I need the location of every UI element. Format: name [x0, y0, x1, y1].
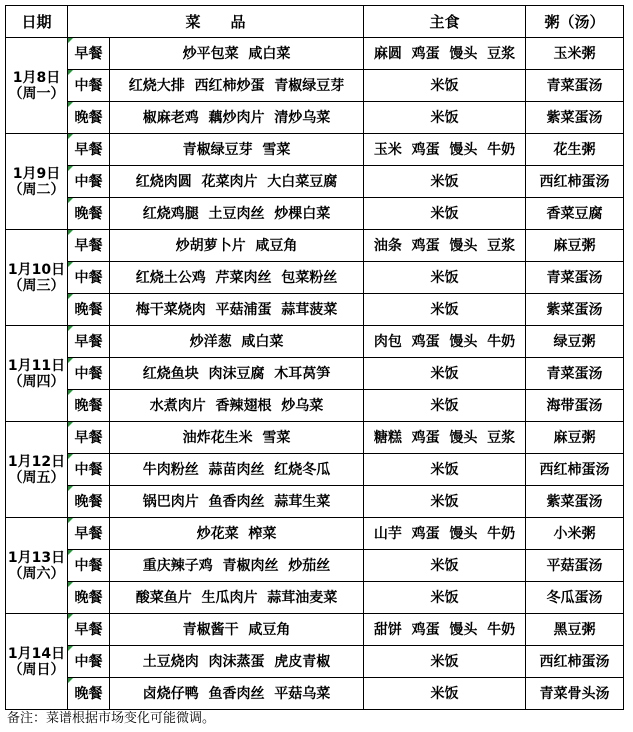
table-row	[6, 646, 624, 678]
meal-staple: 米饭	[364, 294, 526, 326]
meal-staple: 米饭	[364, 70, 526, 102]
meal-dishes: 锅巴肉片 鱼香肉丝 蒜茸生菜	[110, 486, 364, 518]
meal-name: 中餐	[68, 454, 110, 486]
meal-staple: 糖糕 鸡蛋 馒头 豆浆	[364, 422, 526, 454]
table-row	[6, 678, 624, 710]
meal-dishes: 酸菜鱼片 生瓜肉片 蒜茸油麦菜	[110, 582, 364, 614]
meal-dishes: 炒胡萝卜片 咸豆角	[110, 230, 364, 262]
meal-name: 早餐	[68, 614, 110, 646]
table-row	[6, 230, 624, 262]
header-porridge: 粥（汤）	[526, 6, 624, 38]
table-row	[6, 358, 624, 390]
meal-staple: 玉米 鸡蛋 馒头 牛奶	[364, 134, 526, 166]
meal-staple: 米饭	[364, 582, 526, 614]
table-row	[6, 134, 624, 166]
meal-porridge: 青菜骨头汤	[526, 678, 624, 710]
day-weekday: （周四）	[8, 373, 65, 390]
day-weekday: （周六）	[8, 565, 65, 582]
table-row	[6, 550, 624, 582]
table-row	[6, 294, 624, 326]
meal-name: 早餐	[68, 38, 110, 70]
meal-dishes: 红烧鸡腿 土豆肉丝 炒棵白菜	[110, 198, 364, 230]
meal-dishes: 炒平包菜 咸白菜	[110, 38, 364, 70]
meal-porridge: 平菇蛋汤	[526, 550, 624, 582]
meal-name: 晚餐	[68, 486, 110, 518]
day-date-cell	[6, 518, 68, 614]
meal-dishes: 土豆烧肉 肉沫蒸蛋 虎皮青椒	[110, 646, 364, 678]
meal-staple: 米饭	[364, 102, 526, 134]
meal-staple: 米饭	[364, 454, 526, 486]
table-row	[6, 614, 624, 646]
meal-staple: 米饭	[364, 550, 526, 582]
meal-dishes: 油炸花生米 雪菜	[110, 422, 364, 454]
meal-name: 中餐	[68, 70, 110, 102]
table-row	[6, 486, 624, 518]
meal-name: 早餐	[68, 134, 110, 166]
meal-dishes: 梅干菜烧肉 平菇浦蛋 蒜茸菠菜	[110, 294, 364, 326]
table-row	[6, 102, 624, 134]
table-row	[6, 454, 624, 486]
meal-staple: 米饭	[364, 646, 526, 678]
header-date: 日期	[6, 6, 68, 38]
meal-dishes: 红烧肉圆 花菜肉片 大白菜豆腐	[110, 166, 364, 198]
meal-staple: 米饭	[364, 390, 526, 422]
day-date: 1月9日	[12, 165, 61, 182]
day-date: 1月11日	[7, 357, 66, 374]
table-row	[6, 518, 624, 550]
meal-dishes: 青椒酱干 咸豆角	[110, 614, 364, 646]
day-date-cell	[6, 422, 68, 518]
table-row	[6, 38, 624, 70]
table-row	[6, 582, 624, 614]
meal-porridge: 青菜蛋汤	[526, 358, 624, 390]
day-date: 1月13日	[7, 549, 66, 566]
table-row	[6, 326, 624, 358]
meal-porridge: 海带蛋汤	[526, 390, 624, 422]
table-row	[6, 422, 624, 454]
day-weekday: （周三）	[8, 277, 65, 294]
meal-porridge: 小米粥	[526, 518, 624, 550]
day-date: 1月12日	[7, 453, 66, 470]
day-date-cell	[6, 614, 68, 710]
day-date: 1月8日	[12, 69, 61, 86]
day-date-cell	[6, 38, 68, 134]
meal-name: 晚餐	[68, 678, 110, 710]
meal-staple: 米饭	[364, 678, 526, 710]
meal-name: 中餐	[68, 550, 110, 582]
meal-dishes: 重庆辣子鸡 青椒肉丝 炒茄丝	[110, 550, 364, 582]
table-row	[6, 70, 624, 102]
meal-name: 中餐	[68, 646, 110, 678]
meal-name: 晚餐	[68, 198, 110, 230]
day-date-cell	[6, 326, 68, 422]
meal-name: 早餐	[68, 422, 110, 454]
meal-staple: 山芋 鸡蛋 馒头 牛奶	[364, 518, 526, 550]
table-row	[6, 198, 624, 230]
meal-porridge: 香菜豆腐	[526, 198, 624, 230]
meal-staple: 米饭	[364, 198, 526, 230]
header-staple: 主食	[364, 6, 526, 38]
day-date-cell	[6, 134, 68, 230]
meal-porridge: 青菜蛋汤	[526, 70, 624, 102]
meal-porridge: 青菜蛋汤	[526, 262, 624, 294]
meal-dishes: 红烧大排 西红柿炒蛋 青椒绿豆芽	[110, 70, 364, 102]
meal-porridge: 西红柿蛋汤	[526, 646, 624, 678]
weekly-menu-table	[5, 5, 624, 710]
meal-dishes: 水煮肉片 香辣翅根 炒乌菜	[110, 390, 364, 422]
meal-name: 晚餐	[68, 582, 110, 614]
meal-name: 中餐	[68, 358, 110, 390]
meal-staple: 米饭	[364, 358, 526, 390]
table-row	[6, 166, 624, 198]
footnote: 备注：菜谱根据市场变化可能微调。	[7, 711, 216, 726]
meal-staple: 米饭	[364, 262, 526, 294]
meal-porridge: 西红柿蛋汤	[526, 166, 624, 198]
meal-staple: 麻圆 鸡蛋 馒头 豆浆	[364, 38, 526, 70]
meal-staple: 甜饼 鸡蛋 馒头 牛奶	[364, 614, 526, 646]
meal-name: 晚餐	[68, 102, 110, 134]
meal-dishes: 红烧土公鸡 芹菜肉丝 包菜粉丝	[110, 262, 364, 294]
meal-dishes: 椒麻老鸡 藕炒肉片 清炒乌菜	[110, 102, 364, 134]
header-dishes: 菜 品	[68, 6, 364, 38]
meal-dishes: 牛肉粉丝 蒜苗肉丝 红烧冬瓜	[110, 454, 364, 486]
meal-porridge: 冬瓜蛋汤	[526, 582, 624, 614]
meal-name: 中餐	[68, 262, 110, 294]
meal-name: 早餐	[68, 230, 110, 262]
meal-porridge: 紫菜蛋汤	[526, 486, 624, 518]
header-row	[6, 6, 624, 38]
meal-porridge: 黑豆粥	[526, 614, 624, 646]
table-row	[6, 262, 624, 294]
day-date: 1月10日	[7, 261, 66, 278]
meal-staple: 肉包 鸡蛋 馒头 牛奶	[364, 326, 526, 358]
day-date: 1月14日	[7, 645, 66, 662]
meal-dishes: 炒洋葱 咸白菜	[110, 326, 364, 358]
meal-staple: 油条 鸡蛋 馒头 豆浆	[364, 230, 526, 262]
day-date-cell	[6, 230, 68, 326]
day-weekday: （周二）	[8, 181, 65, 198]
day-weekday: （周五）	[8, 469, 65, 486]
meal-name: 晚餐	[68, 294, 110, 326]
meal-porridge: 紫菜蛋汤	[526, 294, 624, 326]
meal-dishes: 炒花菜 榨菜	[110, 518, 364, 550]
meal-staple: 米饭	[364, 486, 526, 518]
meal-porridge: 西红柿蛋汤	[526, 454, 624, 486]
menu-body	[6, 38, 624, 710]
day-weekday: （周一）	[8, 85, 65, 102]
meal-staple: 米饭	[364, 166, 526, 198]
meal-porridge: 绿豆粥	[526, 326, 624, 358]
meal-porridge: 玉米粥	[526, 38, 624, 70]
meal-name: 晚餐	[68, 390, 110, 422]
meal-porridge: 紫菜蛋汤	[526, 102, 624, 134]
meal-name: 中餐	[68, 166, 110, 198]
meal-dishes: 红烧鱼块 肉沫豆腐 木耳莴笋	[110, 358, 364, 390]
table-row	[6, 390, 624, 422]
meal-porridge: 麻豆粥	[526, 422, 624, 454]
meal-dishes: 青椒绿豆芽 雪菜	[110, 134, 364, 166]
meal-porridge: 麻豆粥	[526, 230, 624, 262]
meal-name: 早餐	[68, 518, 110, 550]
meal-dishes: 卤烧仔鸭 鱼香肉丝 平菇乌菜	[110, 678, 364, 710]
meal-porridge: 花生粥	[526, 134, 624, 166]
day-weekday: （周日）	[8, 661, 65, 678]
meal-name: 早餐	[68, 326, 110, 358]
